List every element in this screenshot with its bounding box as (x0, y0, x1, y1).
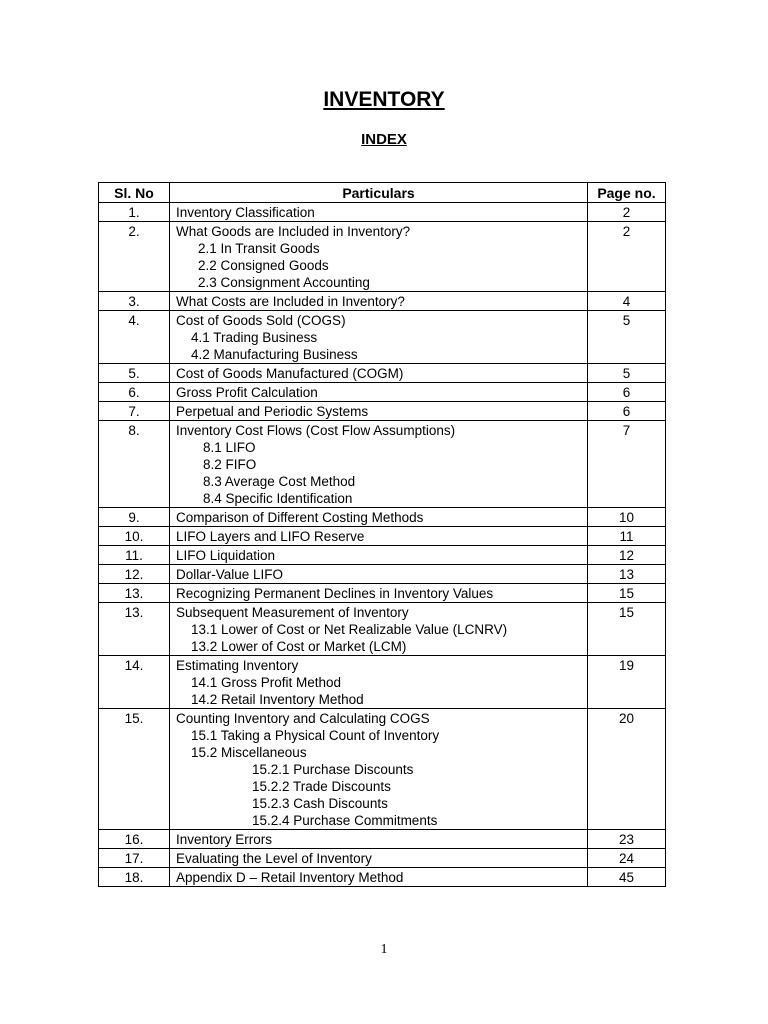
particulars-cell (170, 222, 588, 292)
page-no-cell: 23 (588, 830, 666, 849)
sub-entry: 2.1 In Transit Goods (198, 241, 320, 256)
table-row (99, 527, 666, 546)
page-no-cell: 20 (588, 709, 666, 830)
particulars-cell (170, 565, 588, 584)
table-row (99, 603, 666, 656)
page-no-cell: 4 (588, 292, 666, 311)
particulars-cell (170, 584, 588, 603)
sub-sub-entry: 15.2.1 Purchase Discounts (252, 762, 414, 777)
sub-sub-entry: 15.2.3 Cash Discounts (252, 796, 388, 811)
page-no-cell: 45 (588, 868, 666, 887)
entry-title: LIFO Layers and LIFO Reserve (176, 529, 365, 544)
page-no-cell: 6 (588, 383, 666, 402)
sub-entry: 13.1 Lower of Cost or Net Realizable Value (LCNRV) (191, 622, 508, 637)
sub-entry: 4.2 Manufacturing Business (191, 347, 358, 362)
table-row (99, 830, 666, 849)
sl-no-cell: 12. (99, 565, 170, 584)
sub-entry: 13.2 Lower of Cost or Market (LCM) (191, 639, 407, 654)
sl-no-cell: 16. (99, 830, 170, 849)
table-row (99, 656, 666, 709)
table-row (99, 402, 666, 421)
page-no-cell: 13 (588, 565, 666, 584)
sub-entry: 8.3 Average Cost Method (203, 474, 356, 489)
table-row (99, 709, 666, 830)
entry-title: Comparison of Different Costing Methods (176, 510, 424, 525)
page-no-cell: 15 (588, 584, 666, 603)
sl-no-cell: 15. (99, 709, 170, 830)
page-number: 1 (380, 942, 388, 957)
particulars-cell (170, 546, 588, 565)
particulars-header: Particulars (170, 183, 588, 203)
sl-no-cell: 7. (99, 402, 170, 421)
particulars-cell (170, 311, 588, 364)
page-no-cell: 12 (588, 546, 666, 565)
particulars-cell (170, 292, 588, 311)
sl-no-cell: 8. (99, 421, 170, 508)
table-row (99, 565, 666, 584)
sub-entry: 14.1 Gross Profit Method (191, 675, 342, 690)
entry-title: Inventory Errors (176, 832, 273, 847)
entry-title: LIFO Liquidation (176, 548, 276, 563)
particulars-cell (170, 508, 588, 527)
page-no-cell: 5 (588, 364, 666, 383)
sub-entry: 15.1 Taking a Physical Count of Inventory (191, 728, 440, 743)
particulars-cell (170, 868, 588, 887)
sub-sub-entry: 15.2.4 Purchase Commitments (252, 813, 438, 828)
sub-entry: 2.2 Consigned Goods (198, 258, 329, 273)
page-no-cell: 11 (588, 527, 666, 546)
table-row (99, 508, 666, 527)
particulars-cell (170, 203, 588, 222)
page-no-cell: 6 (588, 402, 666, 421)
page-no-cell: 19 (588, 656, 666, 709)
page-no-cell: 24 (588, 849, 666, 868)
table-row (99, 222, 666, 292)
particulars-cell (170, 656, 588, 709)
index-heading: INDEX (361, 131, 407, 148)
particulars-cell (170, 849, 588, 868)
sub-entry: 14.2 Retail Inventory Method (191, 692, 364, 707)
entry-title: What Goods are Included in Inventory? (176, 224, 411, 239)
sub-entry: 8.4 Specific Identification (203, 491, 353, 506)
sub-sub-entry: 15.2.2 Trade Discounts (252, 779, 391, 794)
particulars-cell (170, 364, 588, 383)
page-no-cell: 10 (588, 508, 666, 527)
page-no-cell: 5 (588, 311, 666, 364)
table-row (99, 849, 666, 868)
particulars-cell (170, 709, 588, 830)
table-row (99, 421, 666, 508)
sl-no-cell: 13. (99, 603, 170, 656)
table-row (99, 311, 666, 364)
sub-entry: 8.2 FIFO (203, 457, 257, 472)
sub-entry: 8.1 LIFO (203, 440, 256, 455)
sl-no-cell: 9. (99, 508, 170, 527)
sl-no-header: Sl. No (99, 183, 170, 203)
table-row (99, 383, 666, 402)
entry-title: Perpetual and Periodic Systems (176, 404, 369, 419)
entry-title: Cost of Goods Sold (COGS) (176, 313, 346, 328)
document-title: INVENTORY (323, 88, 445, 111)
page-no-cell: 2 (588, 222, 666, 292)
particulars-cell (170, 830, 588, 849)
particulars-cell (170, 402, 588, 421)
sl-no-cell: 3. (99, 292, 170, 311)
table-row (99, 364, 666, 383)
entry-title: Dollar-Value LIFO (176, 567, 284, 582)
sl-no-cell: 11. (99, 546, 170, 565)
sub-entry: 2.3 Consignment Accounting (198, 275, 370, 290)
sl-no-cell: 4. (99, 311, 170, 364)
entry-title: Evaluating the Level of Inventory (176, 851, 372, 866)
entry-title: Gross Profit Calculation (176, 385, 318, 400)
entry-title: Inventory Classification (176, 205, 315, 220)
particulars-cell (170, 527, 588, 546)
entry-title: Recognizing Permanent Declines in Inventory Values (176, 586, 494, 601)
entry-title: Subsequent Measurement of Inventory (176, 605, 409, 620)
page-no-header: Page no. (588, 183, 666, 203)
table-row (99, 292, 666, 311)
table-row (99, 203, 666, 222)
table-row (99, 546, 666, 565)
sl-no-cell: 5. (99, 364, 170, 383)
particulars-cell (170, 421, 588, 508)
sl-no-cell: 1. (99, 203, 170, 222)
entry-title: Cost of Goods Manufactured (COGM) (176, 366, 404, 381)
sl-no-cell: 10. (99, 527, 170, 546)
page-no-cell: 7 (588, 421, 666, 508)
sl-no-cell: 14. (99, 656, 170, 709)
sl-no-cell: 17. (99, 849, 170, 868)
index-table (98, 182, 666, 887)
entry-title: Appendix D – Retail Inventory Method (176, 870, 404, 885)
sl-no-cell: 18. (99, 868, 170, 887)
sub-entry: 4.1 Trading Business (191, 330, 318, 345)
header-row (99, 183, 666, 203)
sl-no-cell: 13. (99, 584, 170, 603)
index-body (99, 203, 666, 887)
sl-no-cell: 6. (99, 383, 170, 402)
page-no-cell: 2 (588, 203, 666, 222)
table-row (99, 868, 666, 887)
table-row (99, 584, 666, 603)
entry-title: What Costs are Included in Inventory? (176, 294, 405, 309)
entry-title: Inventory Cost Flows (Cost Flow Assumptions) (176, 423, 456, 438)
page-no-cell: 15 (588, 603, 666, 656)
particulars-cell (170, 383, 588, 402)
particulars-cell (170, 603, 588, 656)
entry-title: Counting Inventory and Calculating COGS (176, 711, 430, 726)
sub-entry: 15.2 Miscellaneous (191, 745, 307, 760)
sl-no-cell: 2. (99, 222, 170, 292)
entry-title: Estimating Inventory (176, 658, 299, 673)
